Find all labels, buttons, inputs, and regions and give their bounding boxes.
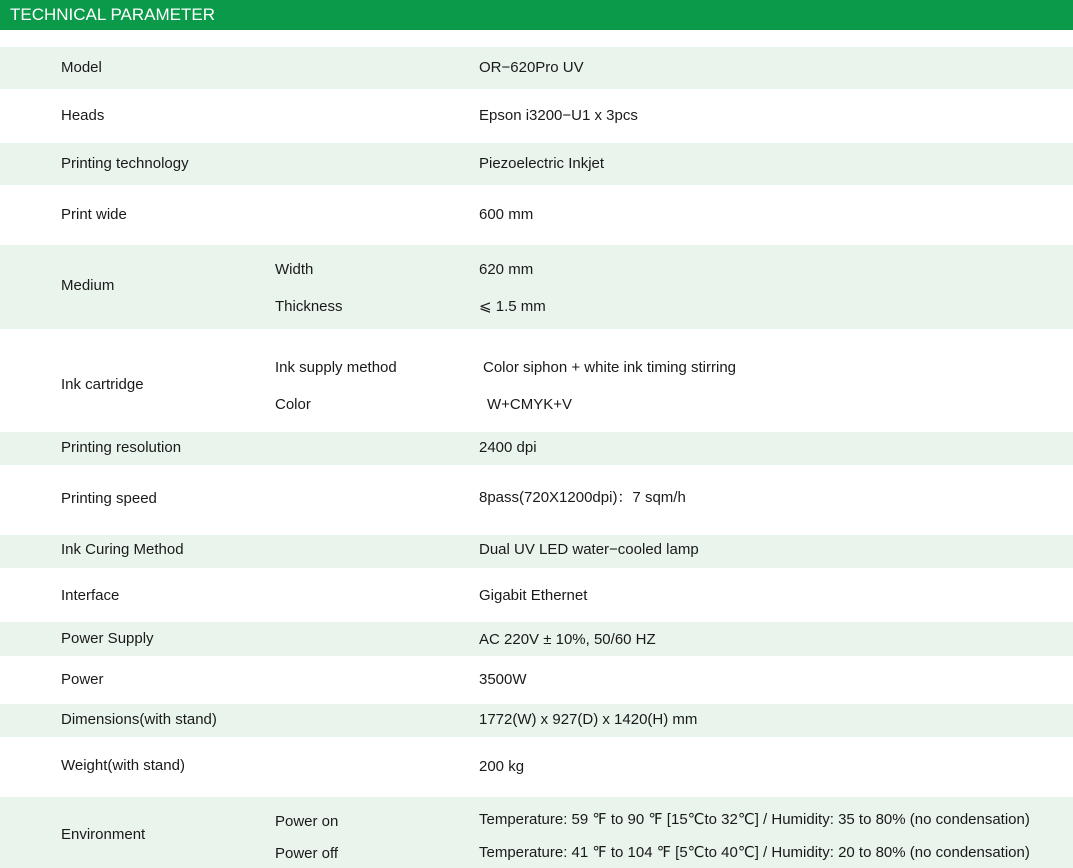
spec-label: Printing technology: [61, 155, 189, 172]
spec-label: Weight(with stand): [61, 757, 185, 774]
spec-row-dimensions: [0, 704, 1073, 737]
spec-value: 200 kg: [479, 758, 525, 775]
spec-label: Environment: [61, 826, 146, 843]
section-header: [0, 0, 1073, 30]
spec-row-medium: [0, 245, 1073, 329]
spec-value: 1772(W) x 927(D) x 1420(H) mm: [479, 711, 698, 728]
spec-value: Gigabit Ethernet: [479, 587, 588, 604]
spec-value: Color siphon + white ink timing stirring: [483, 359, 737, 376]
spec-value: 620 mm: [479, 261, 534, 278]
spec-row-printing-speed: [0, 465, 1073, 535]
spec-label: Printing speed: [61, 490, 157, 507]
spec-value: 3500W: [479, 671, 527, 688]
spec-label: Print wide: [61, 206, 127, 223]
spec-row-power-supply: [0, 622, 1073, 656]
spec-sublabel: Thickness: [275, 298, 343, 315]
spec-row-power: [0, 656, 1073, 704]
spec-value: AC 220V ± 10%, 50/60 HZ: [479, 631, 656, 648]
spec-value: Temperature: 59 ℉ to 90 ℉ [15℃to 32℃] / Humidity: 35 to 80% (no condensation): [479, 811, 1030, 828]
spec-value: OR−620Pro UV: [479, 59, 584, 76]
spec-label: Printing resolution: [61, 439, 182, 456]
spec-label: Power: [61, 671, 104, 688]
spec-sublabel: Color: [275, 396, 311, 413]
spec-label: Model: [61, 59, 102, 76]
spec-row-model: [0, 47, 1073, 89]
spec-value: 2400 dpi: [479, 439, 537, 456]
spec-sublabel: Power off: [275, 845, 339, 862]
spec-value: Temperature: 41 ℉ to 104 ℉ [5℃to 40℃] / Humidity: 20 to 80% (no condensation): [479, 844, 1030, 861]
spec-sublabel: Power on: [275, 813, 339, 830]
spec-value: 8pass(720X1200dpi)：7 sqm/h: [479, 489, 686, 506]
spec-value: 600 mm: [479, 206, 534, 223]
spec-label: Ink Curing Method: [61, 541, 184, 558]
spec-label: Heads: [61, 107, 105, 124]
spec-value: Dual UV LED water−cooled lamp: [479, 541, 699, 558]
spec-row-environment: [0, 797, 1073, 868]
spec-row-printing-technology: [0, 143, 1073, 185]
spec-value: W+CMYK+V: [487, 396, 573, 413]
spec-row-weight: [0, 737, 1073, 797]
spec-sublabel: Width: [275, 261, 314, 278]
section-title: TECHNICAL PARAMETER: [10, 5, 215, 24]
spec-label: Dimensions(with stand): [61, 711, 217, 728]
spec-value: Piezoelectric Inkjet: [479, 155, 605, 172]
spec-label: Interface: [61, 587, 120, 604]
spec-sublabel: Ink supply method: [275, 359, 397, 376]
spec-row-interface: [0, 568, 1073, 622]
spec-label: Power Supply: [61, 630, 154, 647]
spec-row-ink-curing-method: [0, 535, 1073, 568]
spec-row-printing-resolution: [0, 432, 1073, 465]
spec-row-print-wide: [0, 185, 1073, 245]
spec-value: ⩽ 1.5 mm: [479, 298, 546, 315]
spec-label: Medium: [61, 277, 115, 294]
spec-row-ink-cartridge: [0, 329, 1073, 432]
spec-value: Epson i3200−U1 x 3pcs: [479, 107, 638, 124]
spec-row-heads: [0, 89, 1073, 143]
spec-label: Ink cartridge: [61, 376, 144, 393]
